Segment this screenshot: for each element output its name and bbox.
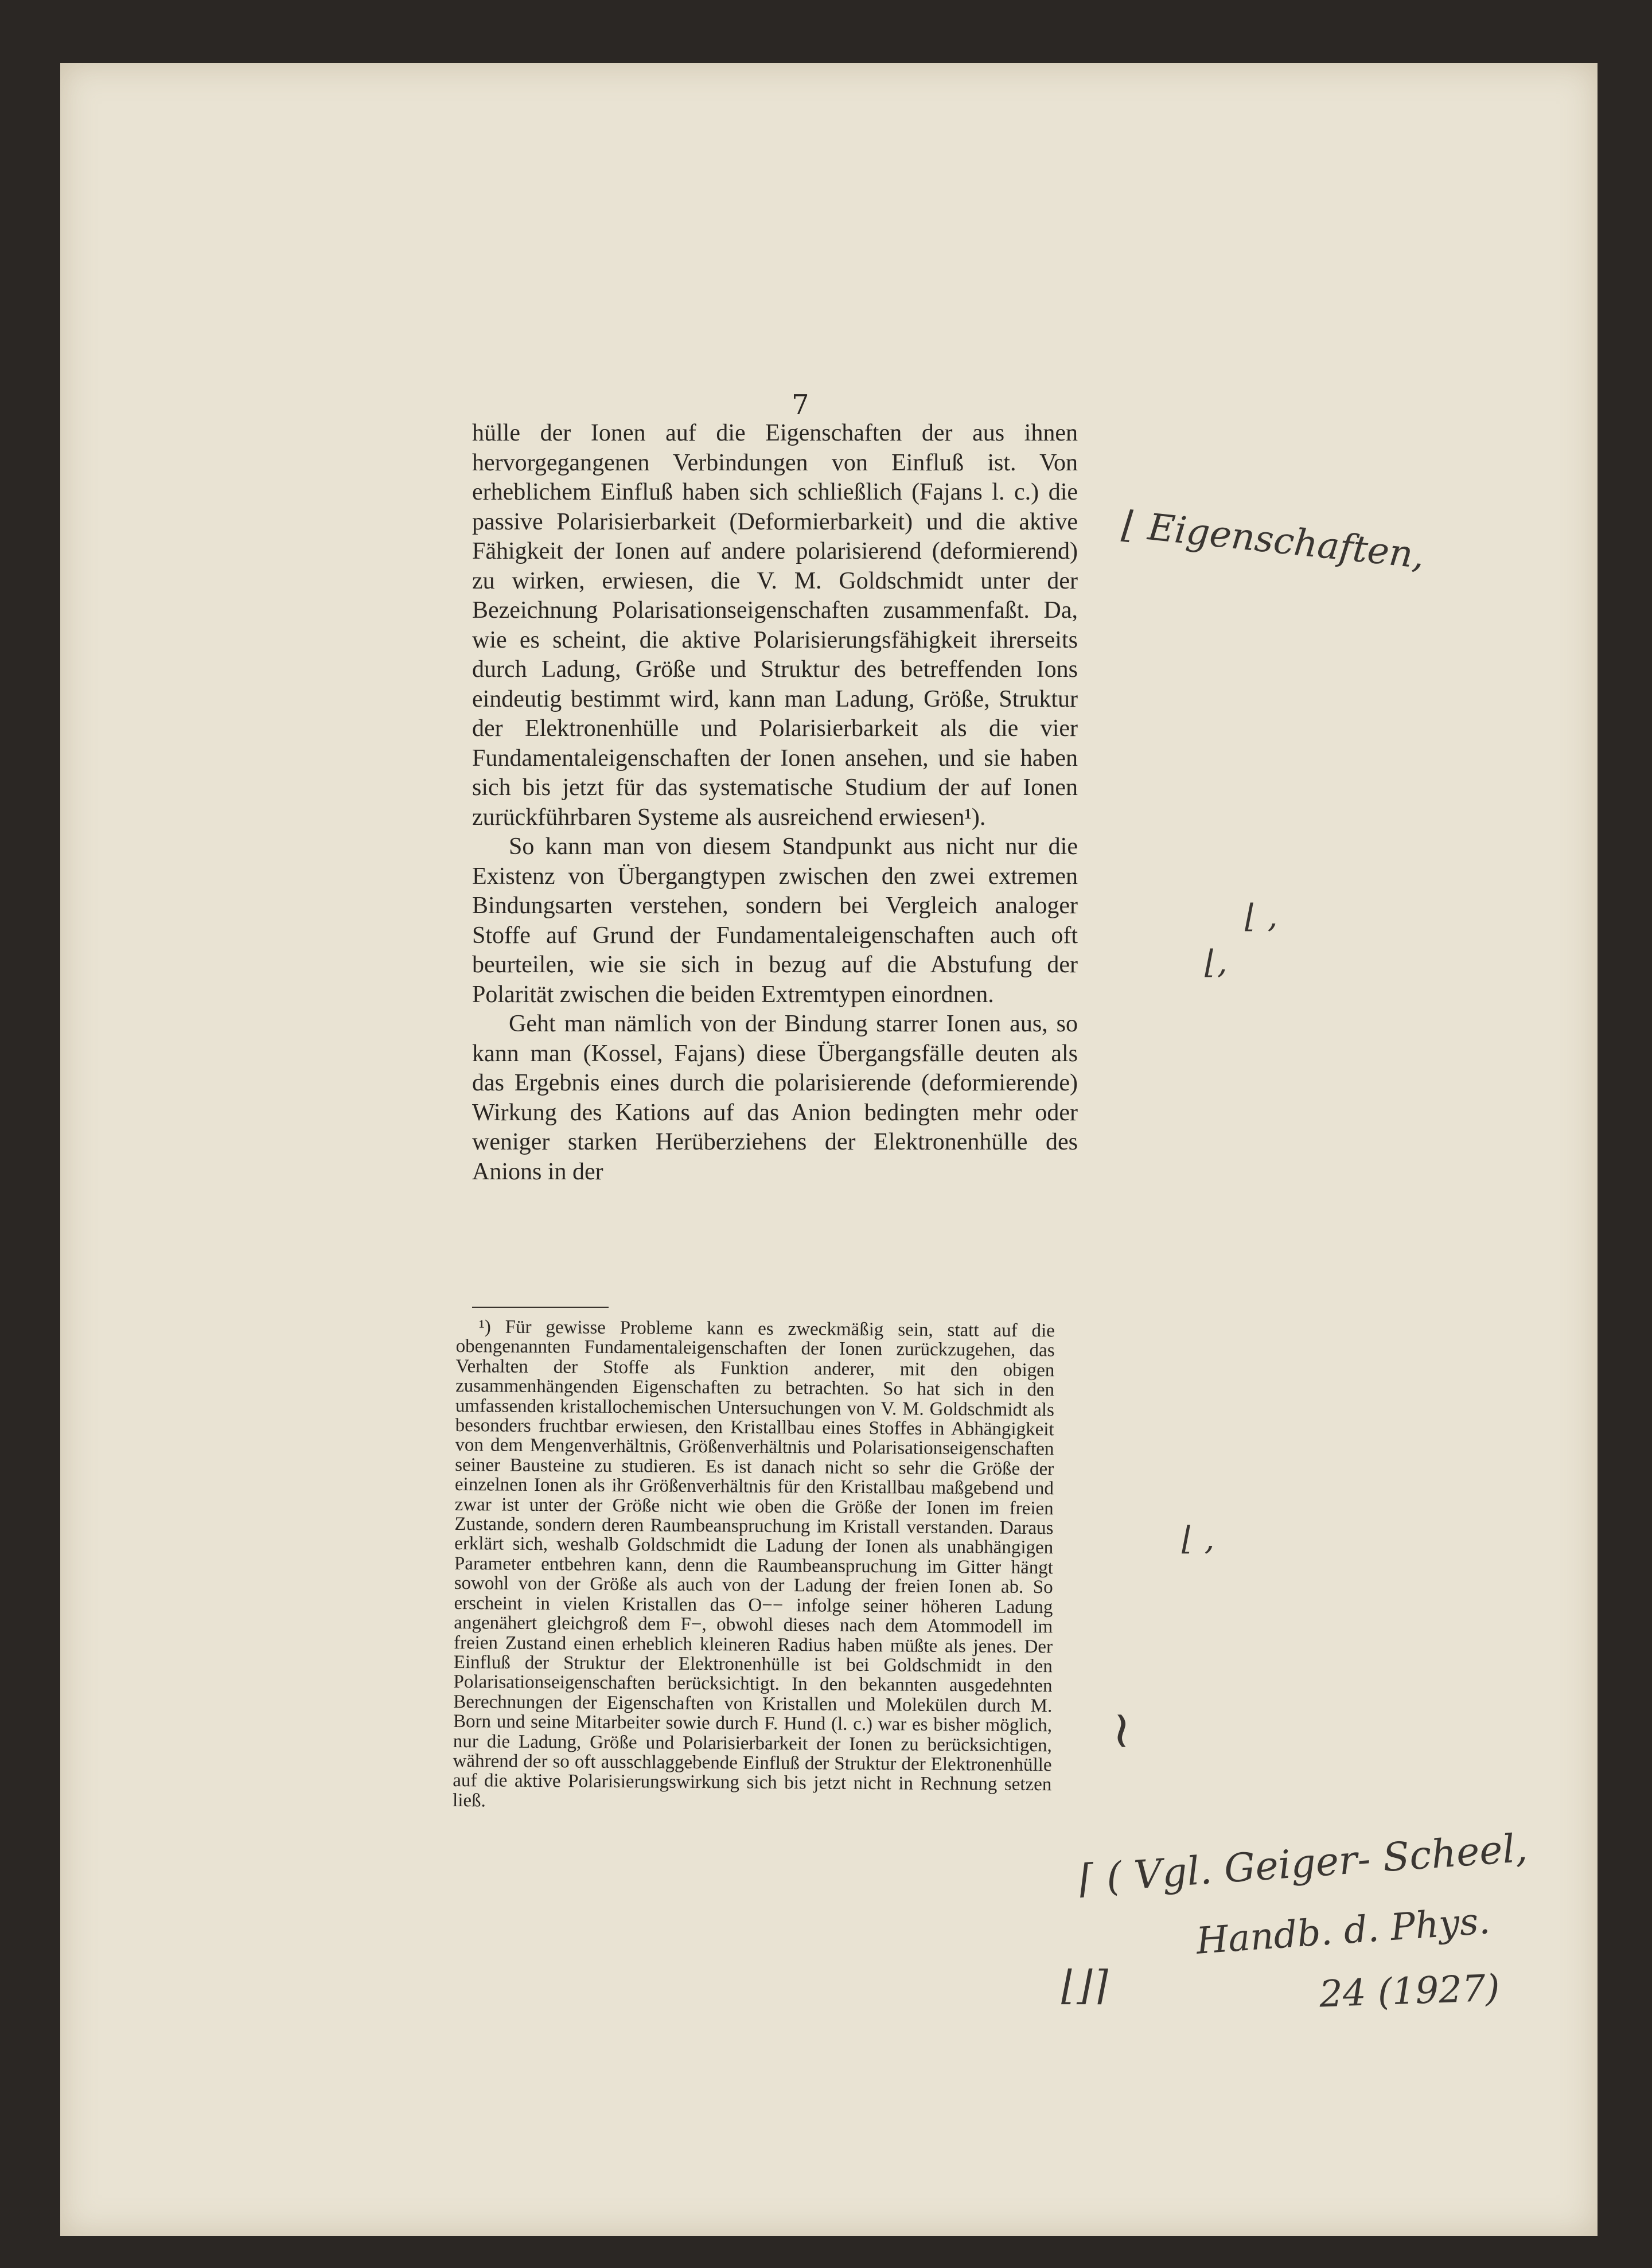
margin-note-bracket: ⌊⌋⌉ bbox=[1061, 1962, 1108, 2009]
paragraph-2: So kann man von diesem Standpunkt aus nicht nur die Existenz von Übergangtypen zwischen den zwei extremen Bindungsarten verstehen, sondern bei Vergleich analoger Stoffe auf Grund der Fundamentaleigenschaften auch oft beurteilen, wie sie sich in bezug auf die Abstufung der Polarität zwischen die beiden Extremtypen einordnen. bbox=[472, 833, 1078, 1008]
paragraph-1: hülle der Ionen auf die Eigenschaften der aus ihnen hervorgegangenen Verbindungen von Einfluß ist. Von erheblichem Einfluß haben sich schließlich (Fajans l. c.) die passive Polarisierbarkeit (Deformierbarkeit) und die aktive Fähigkeit der Ionen auf andere polarisierend (deformierend) zu wirken, erwiesen, die V. M. Goldschmidt unter der Bezeichnung Polarisationseigenschaften zusammenfaßt. Da, wie es scheint, die aktive Polarisierungsfähigkeit ihrerseits durch Ladung, Größe und Struktur des betreffenden Ions eindeutig bestimmt wird, kann man Ladung, Größe, Struktur der Elektronenhülle und Polarisierbarkeit als die vier Fundamentaleigenschaften der Ionen ansehen, und sie haben sich bis jetzt für das systematische Studium der auf Ionen zurückführbaren Systeme als ausreichend erwiesen¹). bbox=[472, 420, 1078, 831]
margin-note-handb: Handb. d. Phys. bbox=[1195, 1900, 1492, 1963]
margin-note-comma-2: ⌊, bbox=[1205, 944, 1228, 981]
margin-note-volume: 24 (1927) bbox=[1318, 1967, 1501, 2016]
margin-note-comma-1: ⌊ , bbox=[1245, 898, 1278, 935]
margin-note-vgl: ⌈ ( Vgl. Geiger- Scheel, bbox=[1077, 1825, 1529, 1903]
margin-note-eigenschaften: ⌊ Eigenschaften, bbox=[1120, 503, 1427, 578]
footnote-1: ¹) Für gewisse Probleme kann es zweckmäßig sein, statt auf die obengenannten Fundamentaleigenschaften der Ionen zurückzugehen, das Verhalten der Stoffe als Funktion anderer, mit den obigen zusammenhängenden Eigenschaften zu betrachten. So hat sich in den umfassenden kristallochemischen Untersuchungen von V. M. Goldschmidt als besonders fruchtbar erwiesen, den Kristallbau eines Stoffes in Abhängigkeit von dem Mengenverhältnis, Größenverhältnis und Polarisationseigenschaften seiner Bausteine zu studieren. Es ist danach nicht so sehr die Größe der einzelnen Ionen als ihr Größenverhältnis für den Kristallbau maßgebend und zwar ist unter der Größe nicht wie oben die Größe der Ionen im freien Zustande, sondern deren Raumbeanspruchung im Kristall verstanden. Daraus erklärt sich, weshalb Goldschmidt die Ladung der Ionen als unabhängigen Parameter entbehren kann, denn die Raumbeanspruchung im Gitter hängt sowohl von der Größe als auch von der Ladung der freien Ionen ab. So erscheint in vielen Kristallen das O−− infolge seiner höheren Ladung angenähert gleichgroß dem F−, obwohl dieses nach dem Atommodell im freien Zustand einen erheblich kleineren Radius haben müßte als jenes. Der Einfluß der Struktur der Elektronenhülle ist bei Goldschmidt in den Polarisationseigenschaften berücksichtigt. In den bekannten ausgedehnten Berechnungen der Eigenschaften von Kristallen und Molekülen durch M. Born und seine Mitarbeiter sowie durch F. Hund (l. c.) war es bisher möglich, nur die Ladung, Größe und Polarisierbarkeit der Ionen zu berücksichtigen, während der so oft ausschlaggebende Einfluß der Struktur der Elektronenhülle auf die aktive Polarisierungswirkung sich bis jetzt nicht in Rechnung setzen ließ. bbox=[452, 1316, 1055, 1811]
document-page bbox=[60, 63, 1598, 2236]
margin-note-tilde: ~ bbox=[1093, 1709, 1154, 1753]
page-number: 7 bbox=[792, 389, 809, 421]
main-body-text bbox=[472, 419, 1078, 1187]
paragraph-3: Geht man nämlich von der Bindung starrer Ionen aus, so kann man (Kossel, Fajans) diese Übergangsfälle deuten als das Ergebnis eines durch die polarisierende (deformierende) Wirkung des Kations auf das Anion bedingten mehr oder weniger starken Herüberziehens der Elektronenhülle des Anions in der bbox=[472, 1011, 1078, 1185]
margin-note-comma-3: ⌊ , bbox=[1182, 1520, 1215, 1557]
footnote-section bbox=[453, 1317, 1055, 1814]
footnote-divider bbox=[472, 1307, 609, 1308]
